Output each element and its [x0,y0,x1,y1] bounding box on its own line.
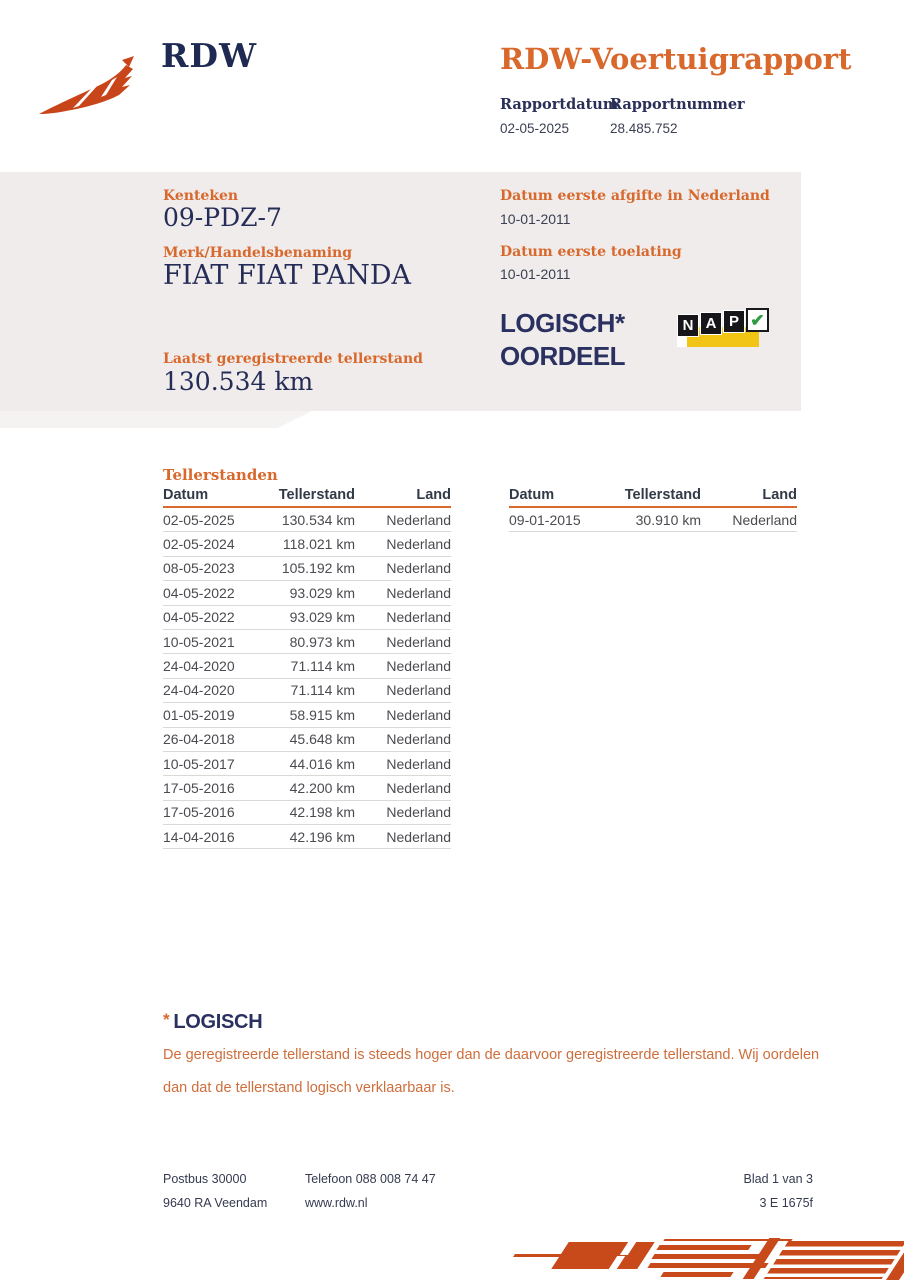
land-cell: Nederland [386,560,451,577]
footer-postbus: Postbus 30000 [163,1172,247,1186]
tellerstand-cell: 93.029 km [289,584,355,601]
nap-check-icon: ✔ [746,308,769,332]
land-cell: Nederland [732,511,797,528]
datum-cell: 02-05-2025 [163,511,235,528]
col-datum: Datum [163,487,209,503]
tellerstanden-table-right [509,487,797,532]
datum-cell: 14-04-2016 [163,828,235,845]
merk-label: Merk/Handelsbenaming [163,245,353,261]
oordeel-verdict [500,307,625,373]
datum-cell: 09-01-2015 [509,511,581,528]
verdict-title-text: LOGISCH [173,1011,263,1033]
speed-stripes-decoration [512,1237,904,1280]
land-cell: Nederland [386,584,451,601]
land-cell: Nederland [386,511,451,528]
verdict-explanation: De geregistreerde tellerstand is steeds hoger dan de daarvoor geregistreerde tellerstand. Wij oordelen dan dat de tellerstand logisch verklaarbaar is. [163,1047,820,1096]
datum-cell: 17-05-2016 [163,779,235,796]
table-row [163,752,451,776]
footer-page-indicator: Blad 1 van 3 [743,1172,813,1186]
land-cell: Nederland [386,536,451,553]
datum-cell: 17-05-2016 [163,804,235,821]
col-tellerstand: Tellerstand [278,487,355,503]
deco-stripe [651,1254,764,1259]
deco-solid-block [551,1242,655,1269]
tellerstand-cell: 80.973 km [289,633,355,650]
tellerstand-cell: 44.016 km [289,755,355,772]
nap-letter-n: N [677,314,699,337]
table-row [163,776,451,800]
col-land: Land [416,487,451,503]
table-row [163,508,451,532]
nap-logo [677,308,773,350]
tellerstand-cell: 58.915 km [289,706,355,723]
datum-cell: 26-04-2018 [163,731,235,748]
deco-stripe [656,1245,751,1250]
report-number-label: Rapportnummer [610,96,745,113]
oordeel-line2: OORDEEL [500,341,626,371]
afgifte-label: Datum eerste afgifte in Nederland [500,188,770,204]
report-number-value: 28.485.752 [610,121,678,136]
panel-corner-tail [0,411,312,428]
table-row [163,728,451,752]
nap-letter-a: A [700,312,722,335]
footer-website: www.rdw.nl [305,1196,368,1210]
datum-cell: 24-04-2020 [163,682,235,699]
table-row [163,581,451,605]
rdw-logo-text: RDW [161,36,258,75]
oordeel-line1: LOGISCH* [500,308,625,338]
tellerstand-cell: 30.910 km [635,511,701,528]
kenteken-value: 09-PDZ-7 [163,203,282,232]
tellerstand-cell: 93.029 km [289,609,355,626]
table-row [163,679,451,703]
toelating-label: Datum eerste toelating [500,244,682,260]
tellerstand-cell: 105.192 km [281,560,355,577]
report-number-block [610,96,745,136]
tellerstand-cell: 42.200 km [289,779,355,796]
table-row [163,654,451,678]
land-cell: Nederland [386,633,451,650]
land-cell: Nederland [386,682,451,699]
datum-cell: 02-05-2024 [163,536,235,553]
tellerstand-cell: 71.114 km [290,682,355,699]
report-date-block [500,96,618,136]
tellerstand-cell: 118.021 km [282,536,355,553]
col-datum: Datum [509,487,555,503]
land-cell: Nederland [386,804,451,821]
datum-cell: 10-05-2017 [163,755,235,772]
table-row [163,703,451,727]
table-row [163,801,451,825]
rdw-logo-wing-icon [36,54,140,118]
land-cell: Nederland [386,731,451,748]
tellerstand-value: 130.534 km [163,367,314,396]
vehicle-summary-panel [0,172,801,411]
verdict-asterisk: * [163,1010,170,1029]
report-date-label: Rapportdatum [500,96,619,113]
land-cell: Nederland [386,828,451,845]
table-row [163,606,451,630]
table-header [509,487,797,508]
table-row [163,532,451,556]
table-body [509,508,797,532]
tellerstanden-table-left [163,487,451,849]
page-title: RDW-Voertuigrapport [500,42,852,76]
verdict-heading [163,1010,262,1034]
tellerstand-cell: 42.198 km [289,804,355,821]
tellerstand-cell: 71.114 km [290,658,355,675]
tellerstand-cell: 42.196 km [289,828,355,845]
deco-stripe [660,1272,733,1277]
land-cell: Nederland [386,658,451,675]
toelating-value: 10-01-2011 [500,266,571,282]
tellerstanden-title: Tellerstanden [163,466,278,484]
datum-cell: 10-05-2021 [163,633,235,650]
land-cell: Nederland [386,609,451,626]
afgifte-value: 10-01-2011 [500,211,571,227]
datum-cell: 04-05-2022 [163,609,235,626]
land-cell: Nederland [386,706,451,723]
tellerstand-cell: 130.534 km [281,511,355,528]
table-row [163,825,451,849]
table-row [163,630,451,654]
deco-striped-block [764,1241,904,1279]
datum-cell: 01-05-2019 [163,706,235,723]
tellerstand-label: Laatst geregistreerde tellerstand [163,351,423,367]
datum-cell: 24-04-2020 [163,658,235,675]
col-land: Land [762,487,797,503]
table-row [509,508,797,532]
nap-letter-p: P [723,310,745,333]
table-header [163,487,451,508]
land-cell: Nederland [386,755,451,772]
datum-cell: 04-05-2022 [163,584,235,601]
land-cell: Nederland [386,779,451,796]
datum-cell: 08-05-2023 [163,560,235,577]
table-body [163,508,451,849]
col-tellerstand: Tellerstand [624,487,701,503]
table-row [163,557,451,581]
report-date-value: 02-05-2025 [500,121,570,136]
footer-phone: Telefoon 088 008 74 47 [305,1172,436,1186]
merk-value: FIAT FIAT PANDA [163,260,411,291]
tellerstand-cell: 45.648 km [289,731,355,748]
kenteken-label: Kenteken [163,188,239,204]
footer-address: 9640 RA Veendam [163,1196,268,1210]
footer-doc-code: 3 E 1675f [759,1196,813,1210]
